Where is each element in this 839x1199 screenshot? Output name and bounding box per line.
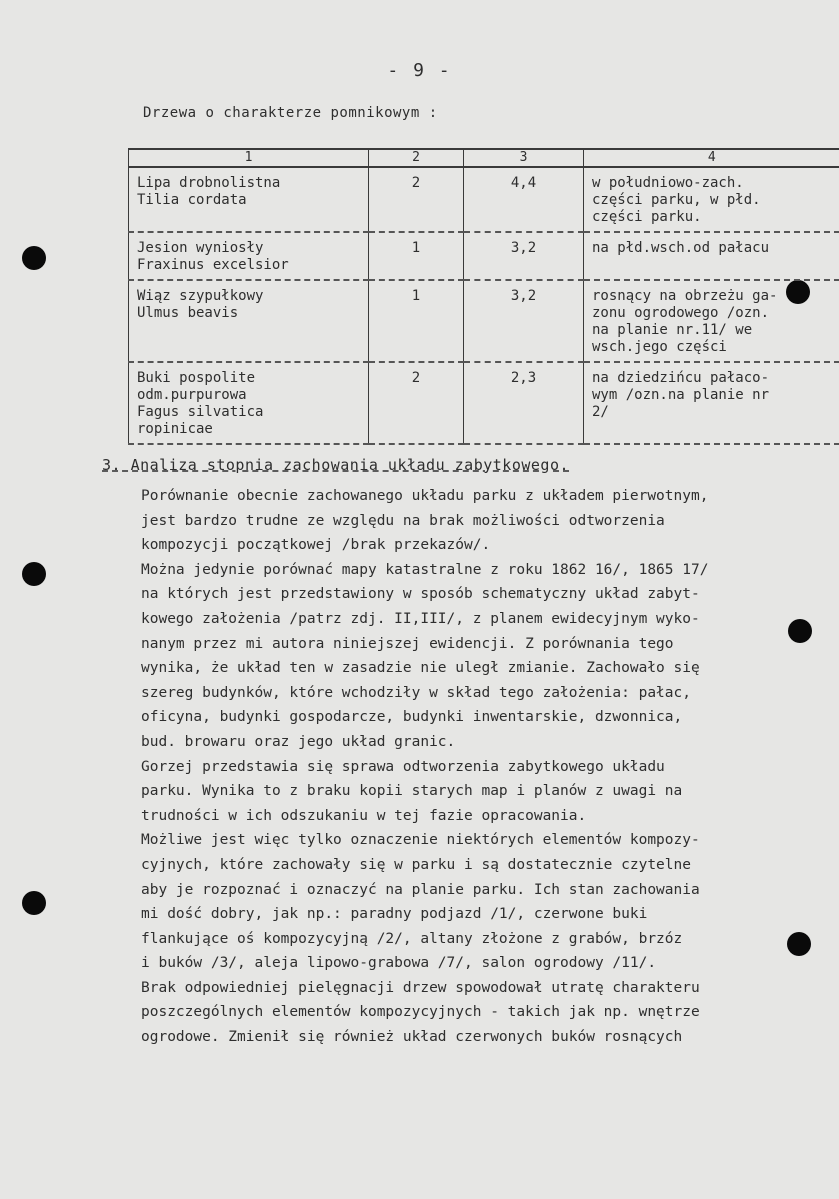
text-line: poszczególnych elementów kompozycyjnych - takich jak np. wnętrze bbox=[141, 1004, 700, 1021]
text-line: flankujące oś kompozycyjną /2/, altany złożone z grabów, brzóz bbox=[141, 930, 683, 947]
section-heading: 3. Analiza stopnia zachowania układu zabytkowego. bbox=[102, 456, 570, 474]
text-line: i buków /3/, aleja lipowo-grabowa /7/, salon ogrodowy /11/. bbox=[141, 955, 657, 972]
tree-location: na dziedzińcu pałaco- wym /ozn.na planie nr 2/ bbox=[584, 362, 839, 444]
tree-count: 1 bbox=[369, 280, 464, 362]
punch-hole bbox=[22, 246, 46, 270]
text-line: cyjnych, które zachowały się w parku i są dostatecznie czytelne bbox=[141, 856, 691, 873]
tree-name: Wiąz szypułkowy Ulmus beavis bbox=[129, 280, 369, 362]
column-header: 4 bbox=[584, 149, 839, 167]
text-line: Można jedynie porównać mapy katastralne z roku 1862 16/, 1865 17/ bbox=[141, 561, 709, 578]
text-line: mi dość dobry, jak np.: paradny podjazd /1/, czerwone buki bbox=[141, 906, 648, 923]
table-row bbox=[129, 362, 839, 444]
column-header: 1 bbox=[129, 149, 369, 167]
text-line: kompozycji początkowej /brak przekazów/. bbox=[141, 537, 491, 554]
table-row bbox=[129, 280, 839, 362]
page-number: - 9 - bbox=[387, 60, 452, 81]
text-line: parku. Wynika to z braku kopii starych map i planów z uwagi na bbox=[141, 783, 683, 800]
text-line: kowego założenia /patrz zdj. II,III/, z planem ewidecyjnym wyko- bbox=[141, 610, 700, 627]
text-line: Możliwe jest więc tylko oznaczenie niektórych elementów kompozy- bbox=[141, 832, 700, 849]
table-row bbox=[129, 232, 839, 280]
body-text bbox=[141, 484, 821, 1050]
tree-location: w południowo-zach. części parku, w płd. części parku. bbox=[584, 167, 839, 232]
monument-trees-table bbox=[128, 148, 839, 445]
table-row bbox=[129, 167, 839, 232]
punch-hole bbox=[22, 562, 46, 586]
text-line: szereg budynków, które wchodziły w skład tego założenia: pałac, bbox=[141, 684, 691, 701]
text-line: nanym przez mi autora niniejszej ewidencji. Z porównania tego bbox=[141, 635, 674, 652]
tree-value: 3,2 bbox=[464, 280, 584, 362]
table-header-row bbox=[129, 149, 839, 167]
punch-hole bbox=[22, 891, 46, 915]
tree-name: Lipa drobnolistna Tilia cordata bbox=[129, 167, 369, 232]
text-line: jest bardzo trudne ze względu na brak możliwości odtworzenia bbox=[141, 512, 665, 529]
tree-count: 2 bbox=[369, 362, 464, 444]
tree-name: Jesion wyniosły Fraxinus excelsior bbox=[129, 232, 369, 280]
tree-location: na płd.wsch.od pałacu bbox=[584, 232, 839, 280]
tree-count: 1 bbox=[369, 232, 464, 280]
text-line: Gorzej przedstawia się sprawa odtworzenia zabytkowego układu bbox=[141, 758, 665, 775]
tree-name: Buki pospolite odm.purpurowa Fagus silvatica ropinicae bbox=[129, 362, 369, 444]
table-intro: Drzewa o charakterze pomnikowym : bbox=[143, 105, 438, 121]
text-line: Brak odpowiedniej pielęgnacji drzew spowodował utratę charakteru bbox=[141, 979, 700, 996]
text-line: bud. browaru oraz jego układ granic. bbox=[141, 733, 456, 750]
tree-value: 3,2 bbox=[464, 232, 584, 280]
tree-value: 2,3 bbox=[464, 362, 584, 444]
text-line: na których jest przedstawiony w sposób schematyczny układ zabyt- bbox=[141, 586, 700, 603]
text-line: aby je rozpoznać i oznaczyć na planie parku. Ich stan zachowania bbox=[141, 881, 700, 898]
tree-count: 2 bbox=[369, 167, 464, 232]
text-line: ogrodowe. Zmienił się również układ czerwonych buków rosnących bbox=[141, 1029, 683, 1046]
tree-location: rosnący na obrzeżu ga- zonu ogrodowego /ozn. na planie nr.11/ we wsch.jego części bbox=[584, 280, 839, 362]
text-line: Porównanie obecnie zachowanego układu parku z układem pierwotnym, bbox=[141, 488, 709, 504]
tree-value: 4,4 bbox=[464, 167, 584, 232]
column-header: 3 bbox=[464, 149, 584, 167]
text-line: oficyna, budynki gospodarcze, budynki inwentarskie, dzwonnica, bbox=[141, 709, 683, 726]
text-line: trudności w ich odszukaniu w tej fazie opracowania. bbox=[141, 807, 587, 824]
text-line: wynika, że układ ten w zasadzie nie uległ zmianie. Zachowało się bbox=[141, 660, 700, 677]
column-header: 2 bbox=[369, 149, 464, 167]
